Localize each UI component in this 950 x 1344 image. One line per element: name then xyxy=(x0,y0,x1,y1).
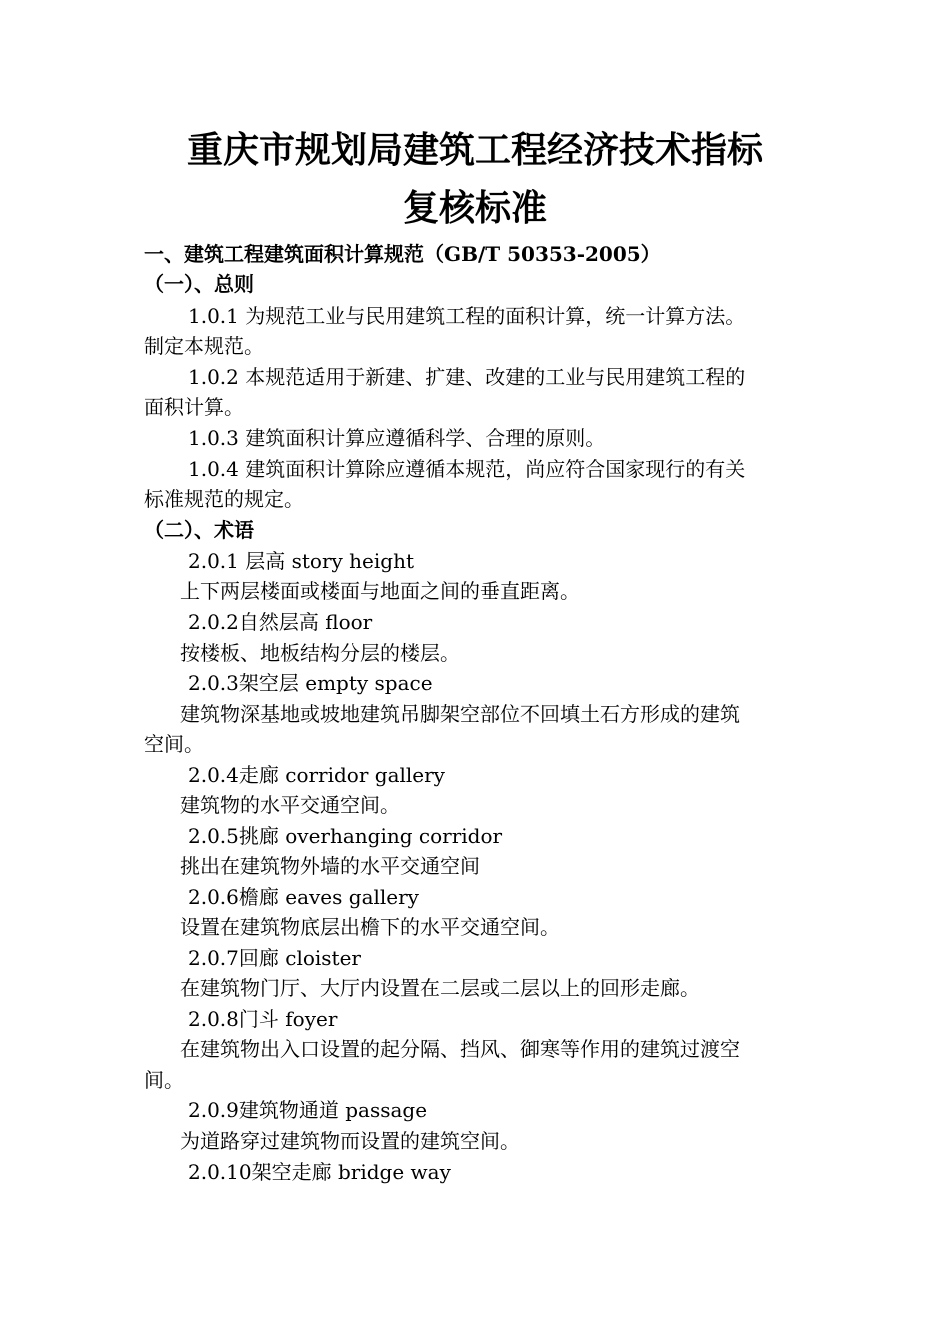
clause-line: 1.0.1 为规范工业与民用建筑工程的面积计算，统一计算方法。 xyxy=(188,304,746,328)
subsection-heading-general: （一）、总则 xyxy=(144,272,254,296)
term-definition: 挑出在建筑物外墙的水平交通空间 xyxy=(180,854,480,878)
term-heading: 2.0.9建筑物通道 passage xyxy=(188,1098,428,1122)
clause-continuation: 制定本规范。 xyxy=(144,334,264,358)
term-heading: 2.0.2自然层高 floor xyxy=(188,610,373,634)
clause-line: 1.0.2 本规范适用于新建、扩建、改建的工业与民用建筑工程的 xyxy=(188,365,746,389)
clause-line: 1.0.4 建筑面积计算除应遵循本规范，尚应符合国家现行的有关 xyxy=(188,457,746,481)
term-definition: 为道路穿过建筑物而设置的建筑空间。 xyxy=(180,1129,520,1153)
subsection-heading-terms: （二）、术语 xyxy=(144,518,254,542)
term-definition: 设置在建筑物底层出檐下的水平交通空间。 xyxy=(180,915,560,939)
term-heading: 2.0.5挑廊 overhanging corridor xyxy=(188,824,503,848)
term-definition-continuation: 空间。 xyxy=(144,732,204,756)
document-title-line2: 复核标准 xyxy=(402,187,547,229)
section-heading: 一、建筑工程建筑面积计算规范（GB/T 50353-2005） xyxy=(144,242,661,266)
clause-line: 1.0.3 建筑面积计算应遵循科学、合理的原则。 xyxy=(188,426,606,450)
term-definition: 在建筑物出入口设置的起分隔、挡风、御寒等作用的建筑过渡空 xyxy=(180,1037,740,1061)
term-definition: 在建筑物门厅、大厅内设置在二层或二层以上的回形走廊。 xyxy=(180,976,700,1000)
term-heading: 2.0.8门斗 foyer xyxy=(188,1007,338,1031)
clause-continuation: 面积计算。 xyxy=(144,395,244,419)
term-heading: 2.0.7回廊 cloister xyxy=(188,946,361,970)
term-heading: 2.0.3架空层 empty space xyxy=(188,671,433,695)
term-heading: 2.0.1 层高 story height xyxy=(188,549,414,573)
term-heading: 2.0.4走廊 corridor gallery xyxy=(188,763,445,787)
term-definition: 建筑物深基地或坡地建筑吊脚架空部位不回填土石方形成的建筑 xyxy=(180,702,740,726)
term-heading: 2.0.10架空走廊 bridge way xyxy=(188,1160,451,1184)
term-definition: 上下两层楼面或楼面与地面之间的垂直距离。 xyxy=(180,579,580,603)
clause-continuation: 标准规范的规定。 xyxy=(144,487,304,511)
document-title-line1: 重庆市规划局建筑工程经济技术指标 xyxy=(186,129,763,171)
term-definition-continuation: 间。 xyxy=(144,1068,184,1092)
term-definition: 建筑物的水平交通空间。 xyxy=(180,793,400,817)
term-definition: 按楼板、地板结构分层的楼层。 xyxy=(180,641,460,665)
term-heading: 2.0.6檐廊 eaves gallery xyxy=(188,885,419,909)
